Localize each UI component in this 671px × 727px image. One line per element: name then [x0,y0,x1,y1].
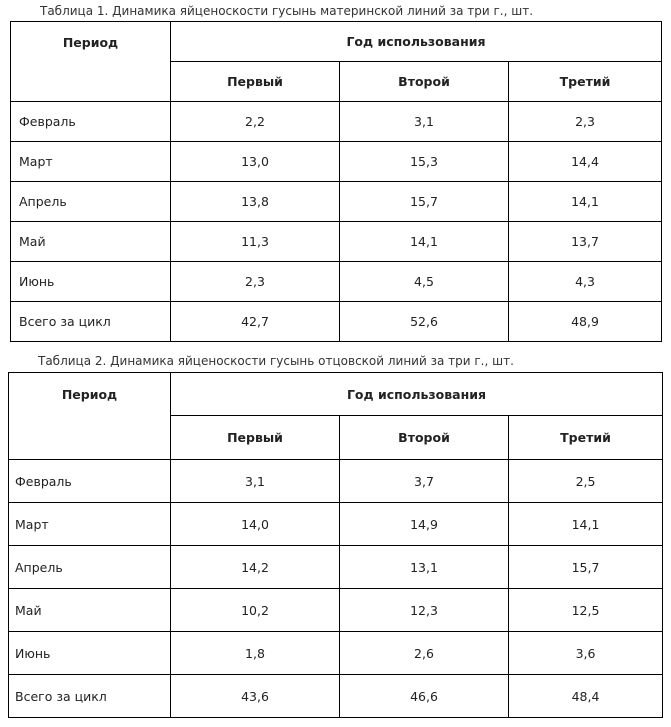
table-row [9,460,663,503]
cell-value: 14,1 [509,182,662,222]
cell-value: 13,8 [171,182,340,222]
table-1-caption: Таблица 1. Динамика яйценоскости гусынь материнской линий за три г., шт. [40,4,534,18]
row-label: Всего за цикл [9,675,171,718]
cell-value: 43,6 [171,675,340,718]
cell-value: 2,3 [171,262,340,302]
row-label: Май [11,222,171,262]
cell-value: 46,6 [340,675,509,718]
cell-value: 3,7 [340,460,509,503]
cell-value: 15,3 [340,142,509,182]
table-row [11,222,662,262]
cell-value: 13,1 [340,546,509,589]
cell-value: 14,4 [509,142,662,182]
cell-value: 3,6 [509,632,663,675]
cell-value: 48,4 [509,675,663,718]
table-row [9,503,663,546]
cell-value: 4,5 [340,262,509,302]
cell-value: 1,8 [171,632,340,675]
table-row [11,262,662,302]
table-2-period-header: Период [9,373,171,460]
cell-value: 14,2 [171,546,340,589]
row-label: Апрель [11,182,171,222]
table-1-header-row [11,22,662,62]
row-label: Март [9,503,171,546]
table-row [11,182,662,222]
row-label: Апрель [9,546,171,589]
table-2-caption: Таблица 2. Динамика яйценоскости гусынь отцовской линий за три г., шт. [38,354,514,368]
table-2-group-header: Год использования [171,373,663,416]
table-2-year-second-header: Второй [340,416,509,460]
cell-value: 13,0 [171,142,340,182]
table-row [9,632,663,675]
cell-value: 14,1 [509,503,663,546]
table-1-year-second-header: Второй [340,62,509,102]
cell-value: 3,1 [171,460,340,503]
row-label: Июнь [9,632,171,675]
row-label: Март [11,142,171,182]
table-row [11,102,662,142]
table-row [9,675,663,718]
table-2 [8,372,663,718]
table-row [11,142,662,182]
row-label: Всего за цикл [11,302,171,342]
cell-value: 2,2 [171,102,340,142]
table-row [11,302,662,342]
cell-value: 48,9 [509,302,662,342]
table-1-group-header: Год использования [171,22,662,62]
table-2-year-third-header: Третий [509,416,663,460]
table-row [9,546,663,589]
cell-value: 15,7 [509,546,663,589]
cell-value: 2,5 [509,460,663,503]
cell-value: 13,7 [509,222,662,262]
table-1-year-third-header: Третий [509,62,662,102]
row-label: Февраль [9,460,171,503]
table-1-period-header: Период [11,22,171,102]
cell-value: 14,9 [340,503,509,546]
cell-value: 4,3 [509,262,662,302]
cell-value: 12,3 [340,589,509,632]
cell-value: 11,3 [171,222,340,262]
table-1-year-first-header: Первый [171,62,340,102]
table-2-year-first-header: Первый [171,416,340,460]
cell-value: 42,7 [171,302,340,342]
table-2-header-row [9,373,663,416]
cell-value: 3,1 [340,102,509,142]
cell-value: 2,6 [340,632,509,675]
cell-value: 2,3 [509,102,662,142]
cell-value: 12,5 [509,589,663,632]
cell-value: 10,2 [171,589,340,632]
row-label: Июнь [11,262,171,302]
cell-value: 14,0 [171,503,340,546]
cell-value: 14,1 [340,222,509,262]
row-label: Февраль [11,102,171,142]
table-1 [10,21,662,342]
row-label: Май [9,589,171,632]
cell-value: 52,6 [340,302,509,342]
cell-value: 15,7 [340,182,509,222]
table-row [9,589,663,632]
